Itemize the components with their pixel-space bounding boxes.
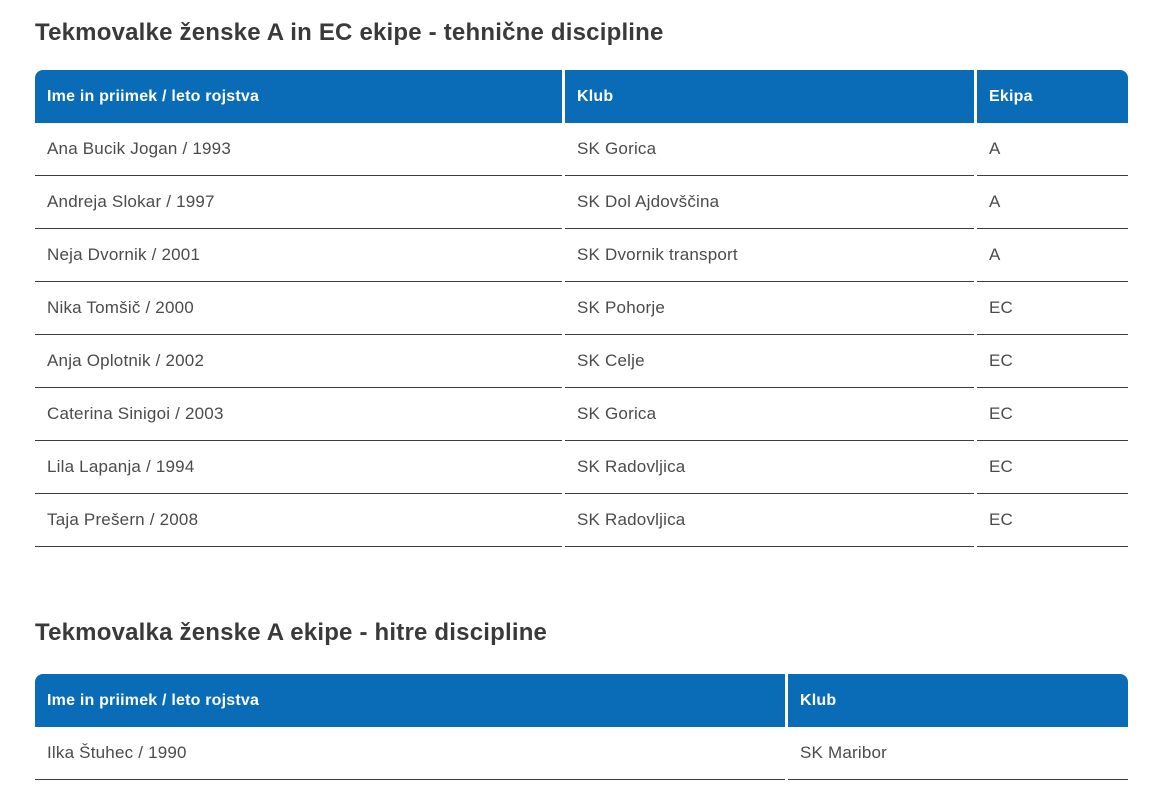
cell-club: SK Pohorje xyxy=(565,282,974,335)
table-row xyxy=(35,229,1128,282)
cell-club: SK Celje xyxy=(565,335,974,388)
cell-team: EC xyxy=(977,441,1128,494)
cell-club: SK Radovljica xyxy=(565,494,974,547)
column-header-name: Ime in priimek / leto rojstva xyxy=(35,674,785,727)
cell-club: SK Gorica xyxy=(565,123,974,176)
speed-disciplines-table xyxy=(35,674,1128,780)
table-header-row xyxy=(35,674,1128,727)
cell-name: Andreja Slokar / 1997 xyxy=(35,176,562,229)
cell-team: EC xyxy=(977,494,1128,547)
section-title-technical: Tekmovalke ženske A in EC ekipe - tehnične discipline xyxy=(35,19,664,46)
cell-club: SK Dvornik transport xyxy=(565,229,974,282)
table-row xyxy=(35,441,1128,494)
cell-team: EC xyxy=(977,388,1128,441)
cell-team: EC xyxy=(977,335,1128,388)
cell-name: Ana Bucik Jogan / 1993 xyxy=(35,123,562,176)
cell-team: A xyxy=(977,123,1128,176)
section-technical-disciplines xyxy=(35,18,1128,547)
cell-name: Nika Tomšič / 2000 xyxy=(35,282,562,335)
cell-name: Neja Dvornik / 2001 xyxy=(35,229,562,282)
cell-team: EC xyxy=(977,282,1128,335)
table-row xyxy=(35,176,1128,229)
cell-club: SK Maribor xyxy=(788,727,1128,780)
cell-name: Lila Lapanja / 1994 xyxy=(35,441,562,494)
table-row xyxy=(35,494,1128,547)
cell-club: SK Radovljica xyxy=(565,441,974,494)
technical-disciplines-table xyxy=(35,70,1128,547)
column-header-club: Klub xyxy=(565,70,974,123)
column-header-team: Ekipa xyxy=(977,70,1128,123)
table-row xyxy=(35,123,1128,176)
table-row xyxy=(35,388,1128,441)
table-header-row xyxy=(35,70,1128,123)
section-title-speed: Tekmovalka ženske A ekipe - hitre discipline xyxy=(35,619,548,646)
table-row xyxy=(35,335,1128,388)
cell-name: Caterina Sinigoi / 2003 xyxy=(35,388,562,441)
cell-club: SK Gorica xyxy=(565,388,974,441)
table-row xyxy=(35,727,1128,780)
cell-name: Anja Oplotnik / 2002 xyxy=(35,335,562,388)
cell-team: A xyxy=(977,229,1128,282)
table-row xyxy=(35,282,1128,335)
cell-team: A xyxy=(977,176,1128,229)
cell-name: Taja Prešern / 2008 xyxy=(35,494,562,547)
cell-club: SK Dol Ajdovščina xyxy=(565,176,974,229)
column-header-name: Ime in priimek / leto rojstva xyxy=(35,70,562,123)
cell-name: Ilka Štuhec / 1990 xyxy=(35,727,785,780)
section-speed-disciplines xyxy=(35,618,1128,780)
column-header-club: Klub xyxy=(788,674,1128,727)
